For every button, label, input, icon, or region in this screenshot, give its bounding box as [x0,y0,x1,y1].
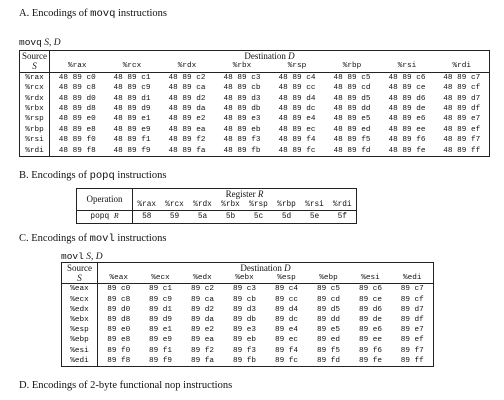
movl-cell: 89 cd [316,295,341,304]
movq-cell: 48 89 c6 [388,73,426,82]
popq-row-op-var: R [113,211,119,221]
movq-cell: 48 89 f0 [58,136,96,145]
movl-cell: 89 ee [358,336,383,345]
movl-cell: 89 f7 [392,346,434,356]
section-c-instr: movl [89,233,115,245]
movq-cell: 48 89 c1 [113,73,151,82]
popq-col-header: %rcx [161,200,189,211]
movq-op: movq [19,37,42,48]
movq-cell: 48 89 e9 [113,125,151,134]
popq-row-op [77,211,133,224]
movl-cell: 89 d4 [274,305,299,314]
movq-cell: 48 89 c2 [168,73,206,82]
movq-cell: 48 89 e2 [168,115,206,124]
movl-cell: 89 ce [358,295,383,304]
movq-cell: 48 89 cd [333,84,371,93]
section-b-suffix: instructions [114,170,167,181]
movl-cell: 89 d7 [392,305,434,315]
movl-row-reg: %ebx [62,315,98,325]
movq-cell: 48 89 f9 [105,146,160,157]
movl-cell: 89 d1 [148,305,173,314]
movq-cell: 48 89 c0 [58,73,96,82]
movl-cell: 89 f2 [190,346,215,355]
movl-cell: 89 c4 [274,285,299,294]
movq-col-header: %rsi [380,61,435,72]
movl-cell: 89 eb [232,336,257,345]
movq-row [20,114,490,124]
movq-cell: 48 89 da [168,105,206,114]
movl-cell: 89 c8 [107,295,131,304]
movq-cell: 48 89 ca [168,84,206,93]
movq-row-reg: %rdx [20,94,50,104]
movl-cell: 89 c9 [148,295,173,304]
movl-instr-line: movl S, D [61,251,103,262]
movl-cell: 89 c3 [232,285,257,294]
movq-cell: 48 89 c8 [58,84,96,93]
movl-cell: 89 e4 [274,326,299,335]
movq-cell: 48 89 de [388,105,426,114]
movq-col-header: %rbx [215,61,270,72]
movq-row [20,104,490,114]
movq-col-header: %rbp [325,61,380,72]
movl-cell: 89 f3 [232,346,257,355]
movq-col-header: %rdx [160,61,215,72]
section-d-title: D. Encodings of 2-byte functional nop instructions [19,380,233,391]
movq-cell: 48 89 d8 [58,105,96,114]
movq-row-reg: %rax [20,72,50,83]
movq-row-reg: %rdi [20,146,50,157]
movq-cell: 48 89 ef [435,125,490,135]
movq-cell: 48 89 f5 [333,136,371,145]
movl-cell: 89 c6 [358,285,383,294]
movl-row-reg: %ebp [62,335,98,345]
section-a-prefix: A. Encodings of [19,8,91,19]
movq-destination-var: D [288,51,295,61]
movq-cell: 48 89 f2 [168,136,206,145]
movl-row-reg: %edx [62,305,98,315]
movq-cell: 48 89 d7 [435,94,490,104]
movq-cell: 48 89 d0 [58,94,96,103]
movl-cell: 89 e7 [392,325,434,335]
movq-cell: 48 89 ee [388,125,426,134]
movq-destination-label: Destination [244,51,286,61]
movl-cell: 89 fb [224,356,266,367]
movl-row [62,325,434,335]
movl-row-reg: %ecx [62,295,98,305]
movq-cell: 48 89 dc [278,105,316,114]
movl-cell: 89 f0 [107,346,131,355]
movq-source-var: S [20,61,50,72]
movl-row-reg: %edi [62,356,98,367]
movl-cell: 89 e3 [232,326,257,335]
popq-col-header: %rdx [189,200,217,211]
movl-cell: 89 f6 [358,346,383,355]
movl-cell: 89 fd [308,356,350,367]
movl-cell: 89 c7 [392,284,434,295]
movl-s: S [86,252,91,262]
movq-row [20,146,490,157]
movl-cell: 89 e1 [148,326,173,335]
movq-cell: 48 89 ea [168,125,206,134]
popq-cell: 5e [301,211,329,224]
movl-op: movl [61,251,84,262]
movl-cell: 89 c0 [107,285,131,294]
movl-cell: 89 df [392,315,434,325]
movq-d: D [53,38,61,48]
section-a-title [19,8,167,20]
movq-cell: 48 89 fa [160,146,215,157]
section-c-prefix: C. Encodings of [19,233,90,244]
movq-cell: 48 89 cf [435,83,490,93]
movq-cell: 48 89 e7 [435,114,490,124]
movq-cell: 48 89 eb [223,125,261,134]
movl-table [61,262,434,367]
section-c-title [19,233,166,245]
movl-row-reg: %esp [62,325,98,335]
popq-cell: 59 [161,211,189,224]
movq-cell: 48 89 fc [270,146,325,157]
movq-row [20,72,490,83]
movl-cell: 89 ea [190,336,215,345]
popq-cell: 5c [245,211,273,224]
movq-cell: 48 89 ce [388,84,426,93]
movq-cell: 48 89 ff [435,146,490,157]
movq-cell: 48 89 f8 [50,146,105,157]
movl-cell: 89 f1 [148,346,173,355]
movl-source-var: S [62,273,98,284]
movq-cell: 48 89 cc [278,84,316,93]
popq-col-header: %rbp [273,200,301,211]
movl-cell: 89 ec [274,336,299,345]
movl-source-label: Source [62,263,98,274]
movq-source-label: Source [20,51,50,62]
movq-row-reg: %rsp [20,114,50,124]
movq-cell: 48 89 ec [278,125,316,134]
movq-table [19,50,490,157]
movq-row-reg: %rcx [20,83,50,93]
movl-row [62,335,434,345]
section-a-suffix: instructions [115,8,168,19]
movq-cell: 48 89 e8 [58,125,96,134]
movq-row-reg: %rbx [20,104,50,114]
movq-cell: 48 89 fd [325,146,380,157]
movl-cell: 89 db [232,316,257,325]
popq-col-header: %rdi [329,200,357,211]
movl-cell: 89 e5 [316,326,341,335]
movq-cell: 48 89 f7 [435,135,490,145]
movq-cell: 48 89 f3 [223,136,261,145]
movl-cell: 89 dc [274,316,299,325]
movq-instr-line: movq S, D [19,37,61,48]
movl-cell: 89 d2 [190,305,215,314]
movl-row-reg: %eax [62,284,98,295]
movl-row [62,356,434,367]
movl-col-header: %ebx [224,273,266,284]
movl-cell: 89 fa [182,356,224,367]
movq-row [20,135,490,145]
popq-col-header: %rsi [301,200,329,211]
popq-register-label: Register [225,189,256,199]
movl-cell: 89 ff [392,356,434,367]
movq-cell: 48 89 c4 [278,73,316,82]
movq-cell: 48 89 dd [333,105,371,114]
movl-destination-var: D [284,263,291,273]
movl-cell: 89 dd [316,316,341,325]
movl-cell: 89 d5 [316,305,341,314]
movq-col-header: %rax [50,61,105,72]
section-b-title [19,170,166,182]
popq-cell: 5a [189,211,217,224]
movl-cell: 89 f4 [274,346,299,355]
movq-cell: 48 89 e0 [58,115,96,124]
movl-cell: 89 da [190,316,215,325]
section-b-prefix: B. Encodings of [19,170,90,181]
movq-destination-header [50,51,490,62]
popq-cell: 58 [133,211,161,224]
movl-cell: 89 cc [274,295,299,304]
movq-cell: 48 89 e6 [388,115,426,124]
movq-row [20,83,490,93]
movq-cell: 48 89 ed [333,125,371,134]
popq-row-op-name: popq [90,213,110,222]
movq-cell: 48 89 c7 [435,72,490,83]
movl-row [62,295,434,305]
movl-cell: 89 e2 [190,326,215,335]
movq-cell: 48 89 e3 [223,115,261,124]
movl-cell: 89 e8 [107,336,131,345]
movq-cell: 48 89 cb [223,84,261,93]
movl-row [62,315,434,325]
movq-cell: 48 89 fe [380,146,435,157]
movl-col-header: %ecx [140,273,182,284]
movl-cell: 89 ca [190,295,215,304]
movq-cell: 48 89 db [223,105,261,114]
movq-row-reg: %rsi [20,135,50,145]
movq-cell: 48 89 d6 [388,94,426,103]
movl-col-header: %edi [392,273,434,284]
movq-s: S [44,38,49,48]
movl-cell: 89 d3 [232,305,257,314]
movl-destination-header [98,263,434,274]
movl-cell: 89 e6 [358,326,383,335]
movl-row [62,305,434,315]
movq-cell: 48 89 f1 [113,136,151,145]
movl-col-header: %eax [98,273,140,284]
popq-register-var: R [257,189,264,199]
movq-cell: 48 89 c3 [223,73,261,82]
movq-cell: 48 89 e1 [113,115,151,124]
popq-row [77,211,357,224]
movq-cell: 48 89 d3 [223,94,261,103]
section-b-instr: popq [89,170,115,182]
movl-col-header: %edx [182,273,224,284]
section-c-suffix: instructions [114,233,167,244]
movq-cell: 48 89 f6 [388,136,426,145]
movq-cell: 48 89 d1 [113,94,151,103]
movl-cell: 89 de [358,316,383,325]
movq-row-reg: %rbp [20,125,50,135]
popq-col-header: %rsp [245,200,273,211]
movq-col-header: %rcx [105,61,160,72]
movl-cell: 89 d8 [107,316,131,325]
movq-cell: 48 89 c5 [333,73,371,82]
movl-row-reg: %esi [62,346,98,356]
popq-operation-label: Operation [77,189,133,211]
movl-cell: 89 fc [266,356,308,367]
movl-cell: 89 d9 [148,316,173,325]
movq-cell: 48 89 c9 [113,84,151,93]
movl-cell: 89 ed [316,336,341,345]
movl-col-header: %ebp [308,273,350,284]
movl-cell: 89 d6 [358,305,383,314]
movl-cell: 89 c5 [316,285,341,294]
movl-cell: 89 c1 [148,285,173,294]
movl-row [62,284,434,295]
movl-cell: 89 f8 [98,356,140,367]
popq-register-header [133,189,357,200]
movq-cell: 48 89 e4 [278,115,316,124]
movl-cell: 89 fe [350,356,392,367]
movq-col-header: %rsp [270,61,325,72]
movl-cell: 89 e9 [148,336,173,345]
movq-cell: 48 89 f4 [278,136,316,145]
movq-cell: 48 89 d4 [278,94,316,103]
popq-col-header: %rax [133,200,161,211]
movq-cell: 48 89 d5 [333,94,371,103]
movq-row [20,125,490,135]
popq-cell: 5b [217,211,245,224]
movq-row [20,94,490,104]
section-a-instr: movq [90,8,116,20]
movl-cell: 89 f5 [316,346,341,355]
movq-cell: 48 89 df [435,104,490,114]
movl-destination-label: Destination [240,263,282,273]
movl-col-header: %esp [266,273,308,284]
popq-cell: 5d [273,211,301,224]
movl-cell: 89 e0 [107,326,131,335]
movq-cell: 48 89 e5 [333,115,371,124]
movq-cell: 48 89 d2 [168,94,206,103]
movq-cell: 48 89 fb [215,146,270,157]
popq-cell: 5f [329,211,357,224]
movl-cell: 89 cb [232,295,257,304]
movl-cell: 89 ef [392,335,434,345]
movq-col-header: %rdi [435,61,490,72]
movl-d: D [95,252,103,262]
movl-cell: 89 d0 [107,305,131,314]
movl-row [62,346,434,356]
movl-col-header: %esi [350,273,392,284]
movl-cell: 89 f9 [140,356,182,367]
popq-table [76,188,357,224]
movl-cell: 89 c2 [190,285,215,294]
popq-col-header: %rbx [217,200,245,211]
movl-cell: 89 cf [392,295,434,305]
movq-cell: 48 89 d9 [113,105,151,114]
